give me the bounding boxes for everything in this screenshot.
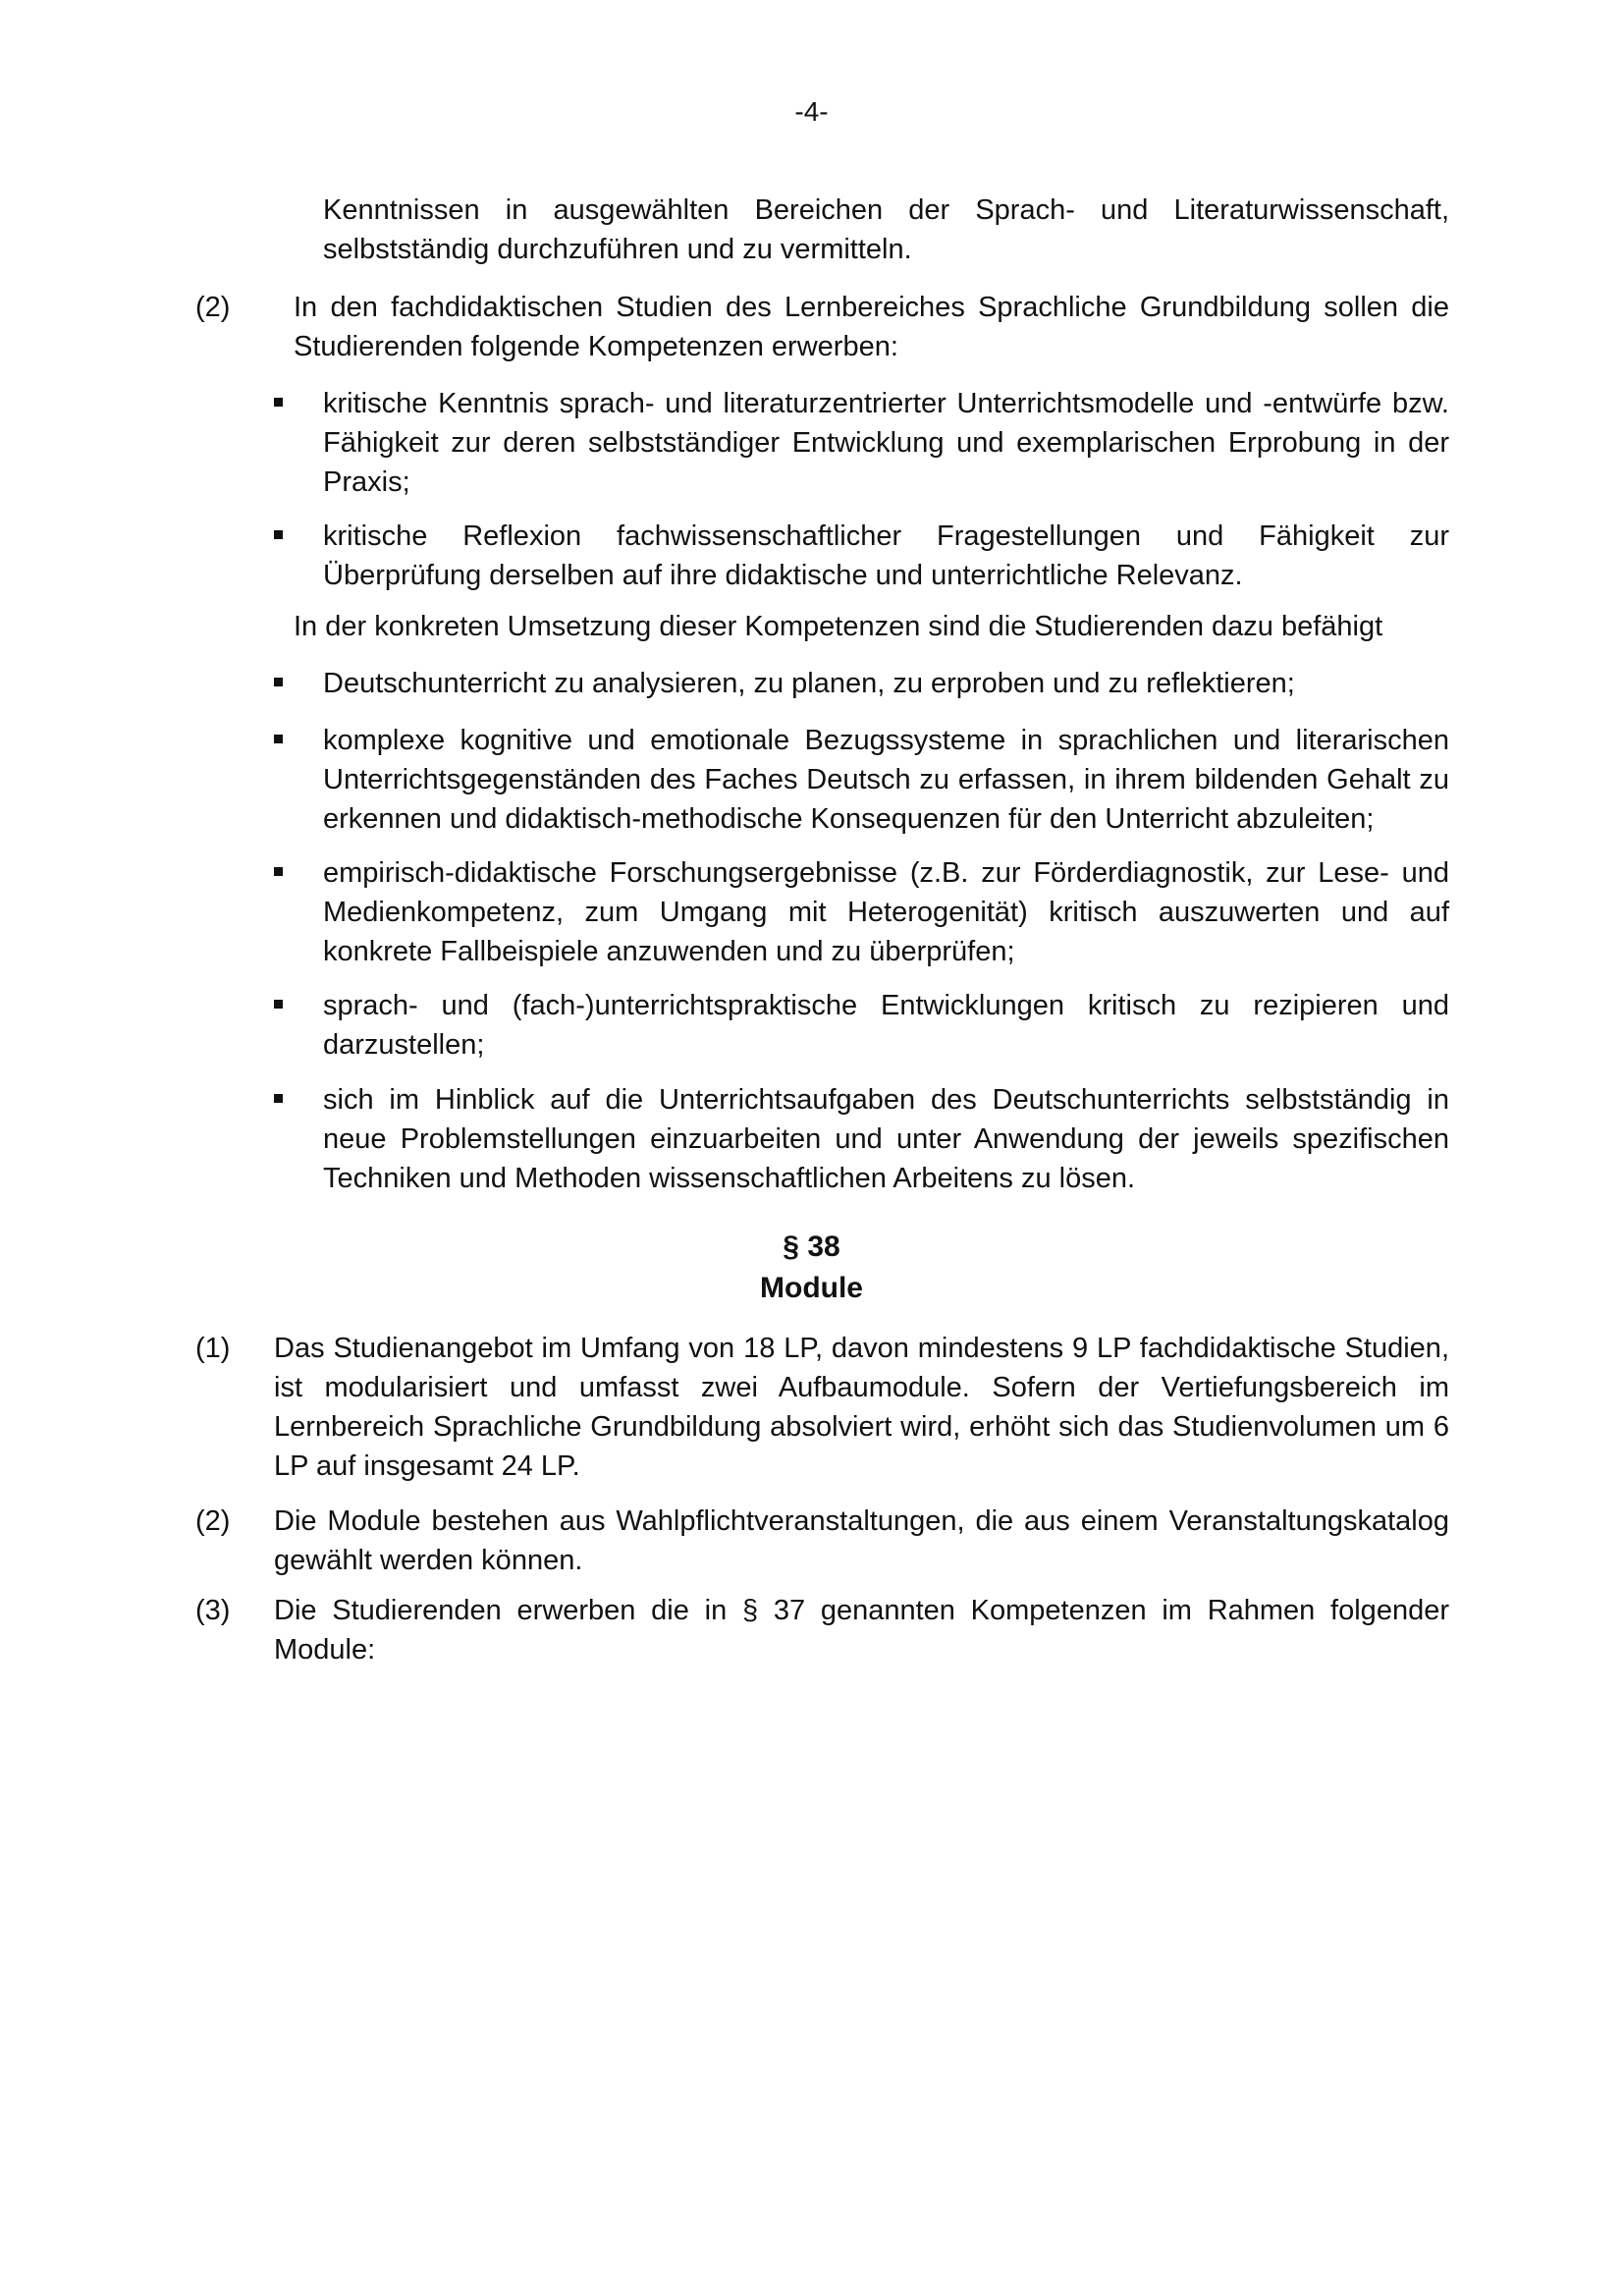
- intro-paragraph: In der konkreten Umsetzung dieser Kompetenzen sind die Studierenden dazu befähigt: [294, 611, 1383, 642]
- item-text: Die Module bestehen aus Wahlpflichtveranstaltungen, die aus einem Veranstaltungskatalog gewählt werden können.: [274, 1505, 1449, 1576]
- bullet-marker: [274, 1000, 283, 1009]
- item-text: In den fachdidaktischen Studien des Lernbereiches Sprachliche Grundbildung sollen die Studierenden folgende Kompetenzen erwerben:: [294, 292, 1449, 362]
- list-item: sprach- und (fach-)unterrichtspraktische Entwicklungen kritisch zu rezipieren und darzustellen;: [323, 990, 1449, 1061]
- section-number: § 38: [783, 1230, 840, 1263]
- bullet-marker: [274, 678, 283, 686]
- bullet-marker: [274, 867, 283, 876]
- bullet-marker: [274, 398, 283, 407]
- bullet-marker: [274, 1094, 283, 1103]
- item-number: (2): [195, 292, 231, 323]
- list-item: Deutschunterricht zu analysieren, zu planen, zu erproben und zu reflektieren;: [323, 668, 1295, 699]
- item-text: Das Studienangebot im Umfang von 18 LP, davon mindestens 9 LP fachdidaktische Studien, ist modularisiert und umfasst zwei Aufbaumodule. Sofern der Vertiefungsbereich im Lernbereich Sprachliche Grundbildung absolviert wird, erhöht sich das Studienvolumen um 6 LP auf insgesamt 24 LP.: [274, 1333, 1449, 1482]
- bullet-marker: [274, 530, 283, 539]
- section-title: Module: [760, 1272, 863, 1304]
- item-number: (3): [195, 1595, 231, 1626]
- list-item: empirisch-didaktische Forschungsergebnisse (z.B. zur Förderdiagnostik, zur Lese- und Medienkompetenz, zum Umgang mit Heterogenität) kritisch auszuwerten und auf konkrete Fallbeispiele anzuwenden und zu überprüfen;: [323, 857, 1449, 967]
- item-number: (1): [195, 1333, 231, 1364]
- list-item: komplexe kognitive und emotionale Bezugssysteme in sprachlichen und literarischen Unterrichtsgegenständen des Faches Deutsch zu erfassen, in ihrem bildenden Gehalt zu erkennen und didaktisch-methodische Konsequenzen für den Unterricht abzuleiten;: [323, 725, 1449, 835]
- item-text: Die Studierenden erwerben die in § 37 genannten Kompetenzen im Rahmen folgender Module:: [274, 1595, 1449, 1666]
- list-item: sich im Hinblick auf die Unterrichtsaufgaben des Deutschunterrichts selbstständig in neue Problemstellungen einzuarbeiten und unter Anwendung der jeweils spezifischen Techniken und Methoden wissenschaftlichen Arbeitens zu lösen.: [323, 1084, 1449, 1194]
- list-item: kritische Reflexion fachwissenschaftlicher Fragestellungen und Fähigkeit zur Überprüfung derselben auf ihre didaktische und unterrichtliche Relevanz.: [323, 520, 1449, 591]
- bullet-marker: [274, 735, 283, 743]
- item-number: (2): [195, 1505, 231, 1537]
- continuation-paragraph: Kenntnissen in ausgewählten Bereichen der Sprach- und Literaturwissenschaft, selbstständig durchzuführen und zu vermitteln.: [323, 194, 1449, 265]
- list-item: kritische Kenntnis sprach- und literaturzentrierter Unterrichtsmodelle und -entwürfe bzw. Fähigkeit zur deren selbstständiger Entwicklung und exemplarischen Erprobung in der Praxis;: [323, 388, 1449, 498]
- page-number: -4-: [794, 96, 829, 127]
